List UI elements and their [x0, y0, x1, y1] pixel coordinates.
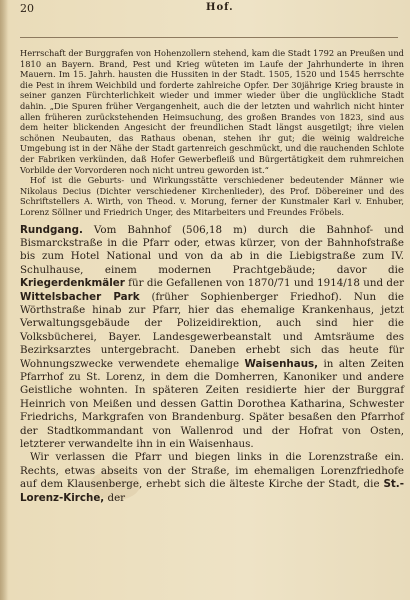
history-paragraph: Herrschaft der Burggrafen von Hohenzollern stehend, kam die Stadt 1792 an Preußen und 1810 an Bayern. Brand, Pest und Krieg wüteten im Laufe der Jahrhunderte in ihren Mauern. Im 15. Jahrh. hausten die Hussiten in der Stadt. 1505, 1520 und 1545 herrschte die Pest in ihrem Weichbild und forderte zahlreiche Opfer. Der 30jährige Krieg brauste in seiner ganzen Fürchterlichkeit wieder und immer wieder über die unglückliche Stadt dahin. „Die Spuren früher Vergangenheit, auch die der letzten und wahrlich nicht hinter allen früheren zurückstehenden Heimsuchung, des großen Brandes von 1823, sind aus dem heiter blickenden Angesicht der freundlichen Stadt längst ausgetilgt; ihre vielen schönen Neubauten, das Rathaus obenan, stehen ihr gut; die weinig waldreiche Umgebung ist in der Nähe der Stadt gartenreich geschmückt, und die rauchenden Schlote der Fabriken verkünden, daß Hofer Gewerbefleiß und Bürgertätigkeit dem ruhmreichen Vorbilde der Vorvorderen noch nicht untreu geworden ist.“: [20, 48, 404, 175]
keyword-wittelsbacher-park: Wittelsbacher Park: [20, 290, 140, 303]
header-rule: [20, 37, 398, 38]
page-number: 20: [20, 2, 34, 15]
notable-people-paragraph: Hof ist die Geburts- und Wirkungsstätte verschiedener bedeutender Männer wie Nikolaus Decius (Dichter verschiedener Kirchenlieder), des Prof. Döbereiner und des Schriftstellers A. Wirth, von Theod. v. Morung, ferner der Kunstmaler Karl v. Enhuber, Lorenz Söllner und Friedrich Unger, des Mitarbeiters und Freundes Fröbels.: [20, 175, 404, 217]
tour-text: der: [104, 491, 126, 504]
running-head: Hof.: [206, 2, 234, 13]
tour-text: (früher Sophienberger Friedhof). Nun die Wörthstraße hinab zur Pfarr, hier das ehemalige Krankenhaus, jetzt Verwaltungsgebäude der Polizeidirektion, auch sind hier die Volksbücherei, Bayer. Landesgewerbeanstalt und Amtsräume des Bezirksarztes untergebracht. Daneben erhebt sich das heute für Wohnungszwecke verwendete ehemalige: [20, 290, 404, 370]
history-section: [20, 48, 404, 218]
page-content: [20, 48, 404, 505]
tour-text: Vom Bahnhof (506,18 m) durch die Bahnhof- und Bismarckstraße in die Pfarr oder, etwas kürzer, von der Bahnhofstraße bis zum Hotel National und von da ab in die Liebigstraße zum IV. Schulhause, einem modernen Prachtgebäude; davor die: [20, 223, 404, 276]
keyword-kriegerdenkmaeler: Kriegerdenkmäler: [20, 277, 125, 290]
tour-text: für die Gefallenen von 1870/71 und 1914/18 und der: [124, 277, 404, 290]
keyword-waisenhaus: Waisenhaus,: [244, 357, 319, 370]
tour-paragraph: [20, 224, 404, 452]
lorenz-paragraph: [20, 451, 404, 505]
tour-section: [20, 224, 404, 506]
tour-text: in alten Zeiten Pfarrhof zu St. Lorenz, in dem die Domherren, Kanoniker und andere Geistliche wohnten. In späteren Zeiten residierte hier der Burggraf Heinrich von Meißen und dessen Gattin Dorothea Katharina, Schwester Friedrichs, Markgrafen von Brandenburg. Später besaßen den Pfarrhof der Stadtkommandant von Wallenrod und der Hofrat von Osten, letzterer verwandelte ihn in ein Waisenhaus.: [20, 357, 404, 450]
page-header: [0, 2, 410, 18]
section-lead-rundgang: Rundgang.: [20, 223, 83, 236]
tour-text: Wir verlassen die Pfarr und biegen links in die Lorenzstraße ein. Rechts, etwas abseits von der Straße, im ehemaligen Lorenzfriedhofe auf dem Klausenberge, erhebt sich die älteste Kirche der Stadt, die: [20, 451, 404, 491]
page-gutter-shadow: [0, 0, 8, 600]
keyword-st-lorenz-kirche: St.-Lorenz-Kirche,: [20, 478, 404, 504]
